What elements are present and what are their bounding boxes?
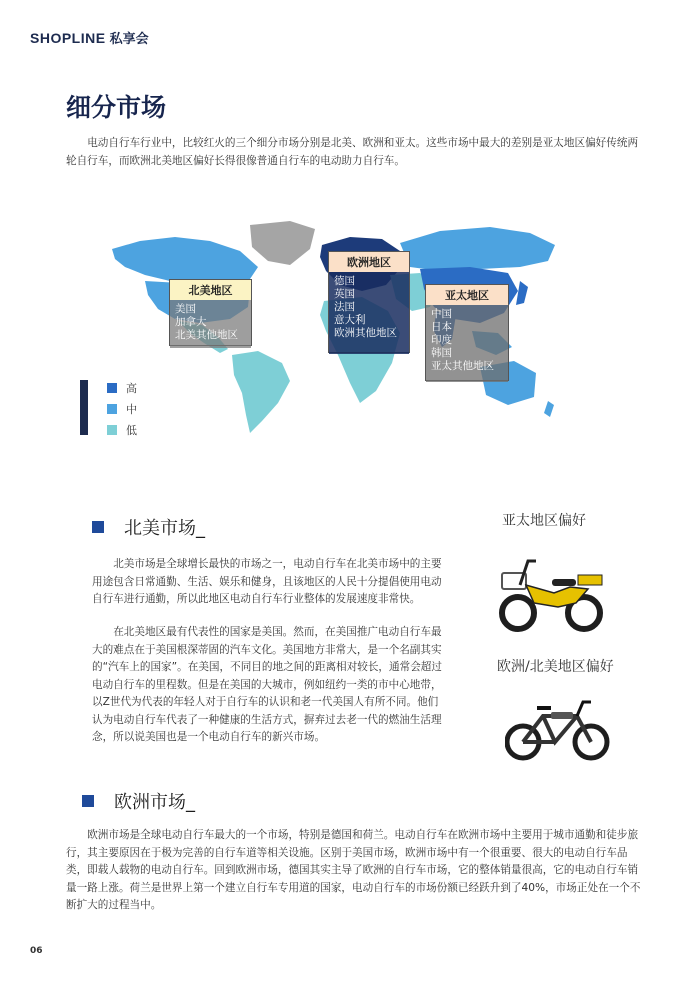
region-title-asia-pacific: 亚太地区 [426,285,508,305]
north-america-paragraph-1: 北美市场是全球增长最快的市场之一，电动自行车在北美市场中的主要用途包含日常通勤、生活、娱乐和健身，且该地区的人民十分提倡使用电动自行车进行通勤，所以此地区电动自行车行业整体的发展速度非常快。 [92,558,442,605]
section-title-north-america: 北美市场_ [124,518,205,539]
region-country: 意大利 [334,314,366,326]
logo-brand: SHOPLINE [30,29,106,46]
region-box-europe [328,251,410,353]
legend-label-mid: 中 [126,403,137,416]
legend-label-high: 高 [126,382,137,395]
region-country: 印度 [431,334,452,346]
map-russia [400,227,555,271]
logo [30,28,149,47]
region-country: 美国 [175,303,196,315]
caption-west-preference: 欧洲/北美地区偏好 [497,659,614,675]
region-country: 韩国 [431,347,452,359]
region-country: 德国 [334,275,355,287]
region-box-asia-pacific [425,284,509,381]
region-title-europe: 欧洲地区 [329,252,409,272]
logo-suffix: 私享会 [109,32,149,47]
region-country: 法国 [334,301,355,313]
scooter-seat [552,579,576,586]
region-country: 北美其他地区 [175,329,238,341]
map-greenland [250,221,315,265]
region-country: 亚太其他地区 [431,360,494,372]
legend-swatch-high [107,383,117,393]
legend-item-low [107,422,137,438]
map-canada [112,237,258,285]
legend-swatch-low [107,425,117,435]
region-country: 加拿大 [175,316,207,328]
scooter-rear-rack [578,575,602,585]
section-bullet-icon [92,521,104,533]
ebike-battery [551,712,573,719]
legend-swatch-mid [107,404,117,414]
map-south-america [232,351,290,433]
map-new-zealand [544,401,554,417]
region-box-north-america [169,279,252,346]
legend-item-mid [107,401,137,417]
region-country: 中国 [431,308,452,320]
section-bullet-icon [82,795,94,807]
region-list-asia-pacific [426,305,508,382]
europe-paragraph: 欧洲市场是全球电动自行车最大的一个市场，特别是德国和荷兰。电动自行车在欧洲市场中主要用于城市通勤和徒步旅行，其主要原因在于极为完善的自行车道等相关设施。区别于美国市场，欧洲市场中有一个很重要、很大的电动自行车品类，即载人载物的电动自行车。回到欧洲市场，德国其实主导了欧洲的自行车市场，它的整体销量很高，它的电动自行车销量一路上涨。荷兰是世界上第一个建立自行车专用道的国家，电动自行车的市场份额已经跃升到了40%，市场正处在一个不断扩大的过程当中。 [66,829,641,911]
region-list-north-america [170,300,251,348]
section-heading-north-america [92,514,205,540]
region-country: 日本 [431,321,452,333]
region-title-north-america: 北美地区 [170,280,251,300]
region-list-europe [329,272,409,354]
section-heading-europe [82,788,195,814]
map-japan [516,281,528,305]
scooter-front-wheel [502,597,534,629]
region-country: 欧洲其他地区 [334,327,397,339]
intro-paragraph: 电动自行车行业中，比较红火的三个细分市场分别是北美、欧洲和亚太。这些市场中最大的差别是亚太地区偏好传统两轮自行车，而欧洲北美地区偏好长得很像普通自行车的电动助力自行车。 [66,137,639,167]
legend-label-low: 低 [126,424,137,437]
page-title: 细分市场 [66,93,167,122]
caption-asia-preference: 亚太地区偏好 [502,513,586,529]
ebike-handlebar [577,702,591,716]
section-title-europe: 欧洲市场_ [114,792,195,813]
scooter-ebike-image [498,545,608,635]
region-country: 英国 [334,288,355,300]
north-america-paragraph-2: 在北美地区最有代表性的国家是美国。然而，在美国推广电动自行车最大的难点在于美国根深蒂固的汽车文化。美国地方非常大，是一个名副其实的“汽车上的国家”。在美国，不同目的地之间的距离相对较长，通常会超过电动自行车的里程数。但是在美国的大城市，例如纽约一类的市中心地带，以Z世代为代表的年轻人对于自行车的认识和老一代美国人有所不同。他们认为电动自行车代表了一种健康的生活方式，摒弃过去老一代的燃油生活理念，所以说美国也是一个电动自行车的新兴市场。 [92,626,442,743]
legend-bar [80,380,88,435]
legend-item-high [107,380,137,396]
assist-ebike-image [505,694,610,762]
page-number: 06 [30,946,43,956]
scooter-body [526,585,588,607]
